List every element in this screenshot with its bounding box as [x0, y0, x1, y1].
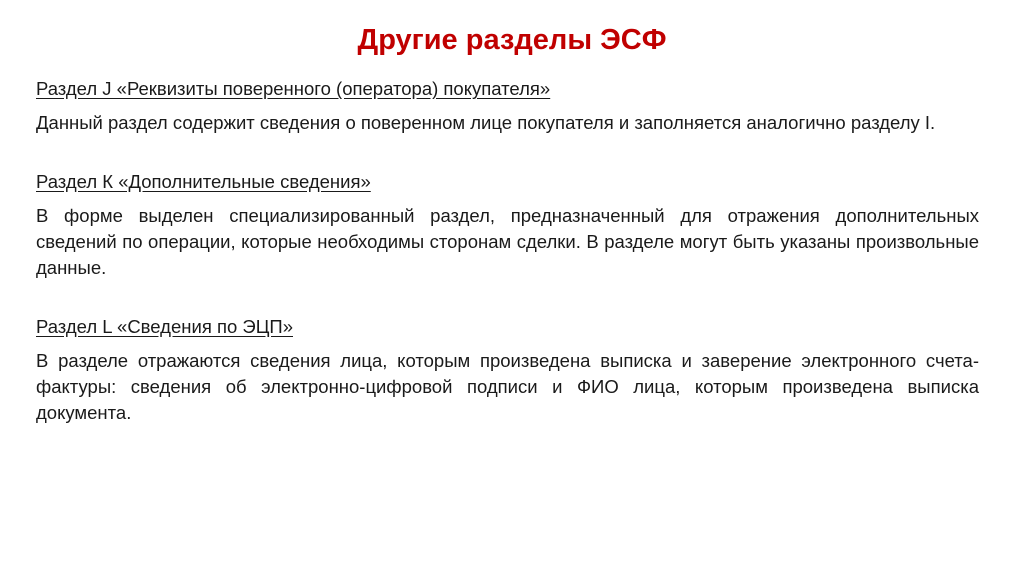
slide-title: Другие разделы ЭСФ — [357, 24, 667, 56]
section-j-text: Данный раздел содержит сведения о поверенном лице покупателя и заполняется аналогично разделу I. — [36, 112, 936, 133]
section-j-heading: Раздел J «Реквизиты поверенного (оператора) покупателя» — [36, 78, 551, 99]
section-k — [36, 169, 979, 281]
slide-content — [36, 76, 979, 426]
section-j — [36, 76, 979, 136]
section-l-heading: Раздел L «Сведения по ЭЦП» — [36, 316, 293, 337]
section-l-text: В разделе отражаются сведения лица, которым произведена выписка и заверение электронного счета-фактуры: сведения об электронно-цифровой подписи и ФИО лица, которым произведена выписка документа. — [36, 350, 979, 423]
section-k-text: В форме выделен специализированный раздел, предназначенный для отражения дополнительных сведений по операции, которые необходимы сторонам сделки. В разделе могут быть указаны произвольные данные. — [36, 205, 979, 278]
section-l — [36, 314, 979, 426]
section-k-heading: Раздел К «Дополнительные сведения» — [36, 171, 371, 192]
